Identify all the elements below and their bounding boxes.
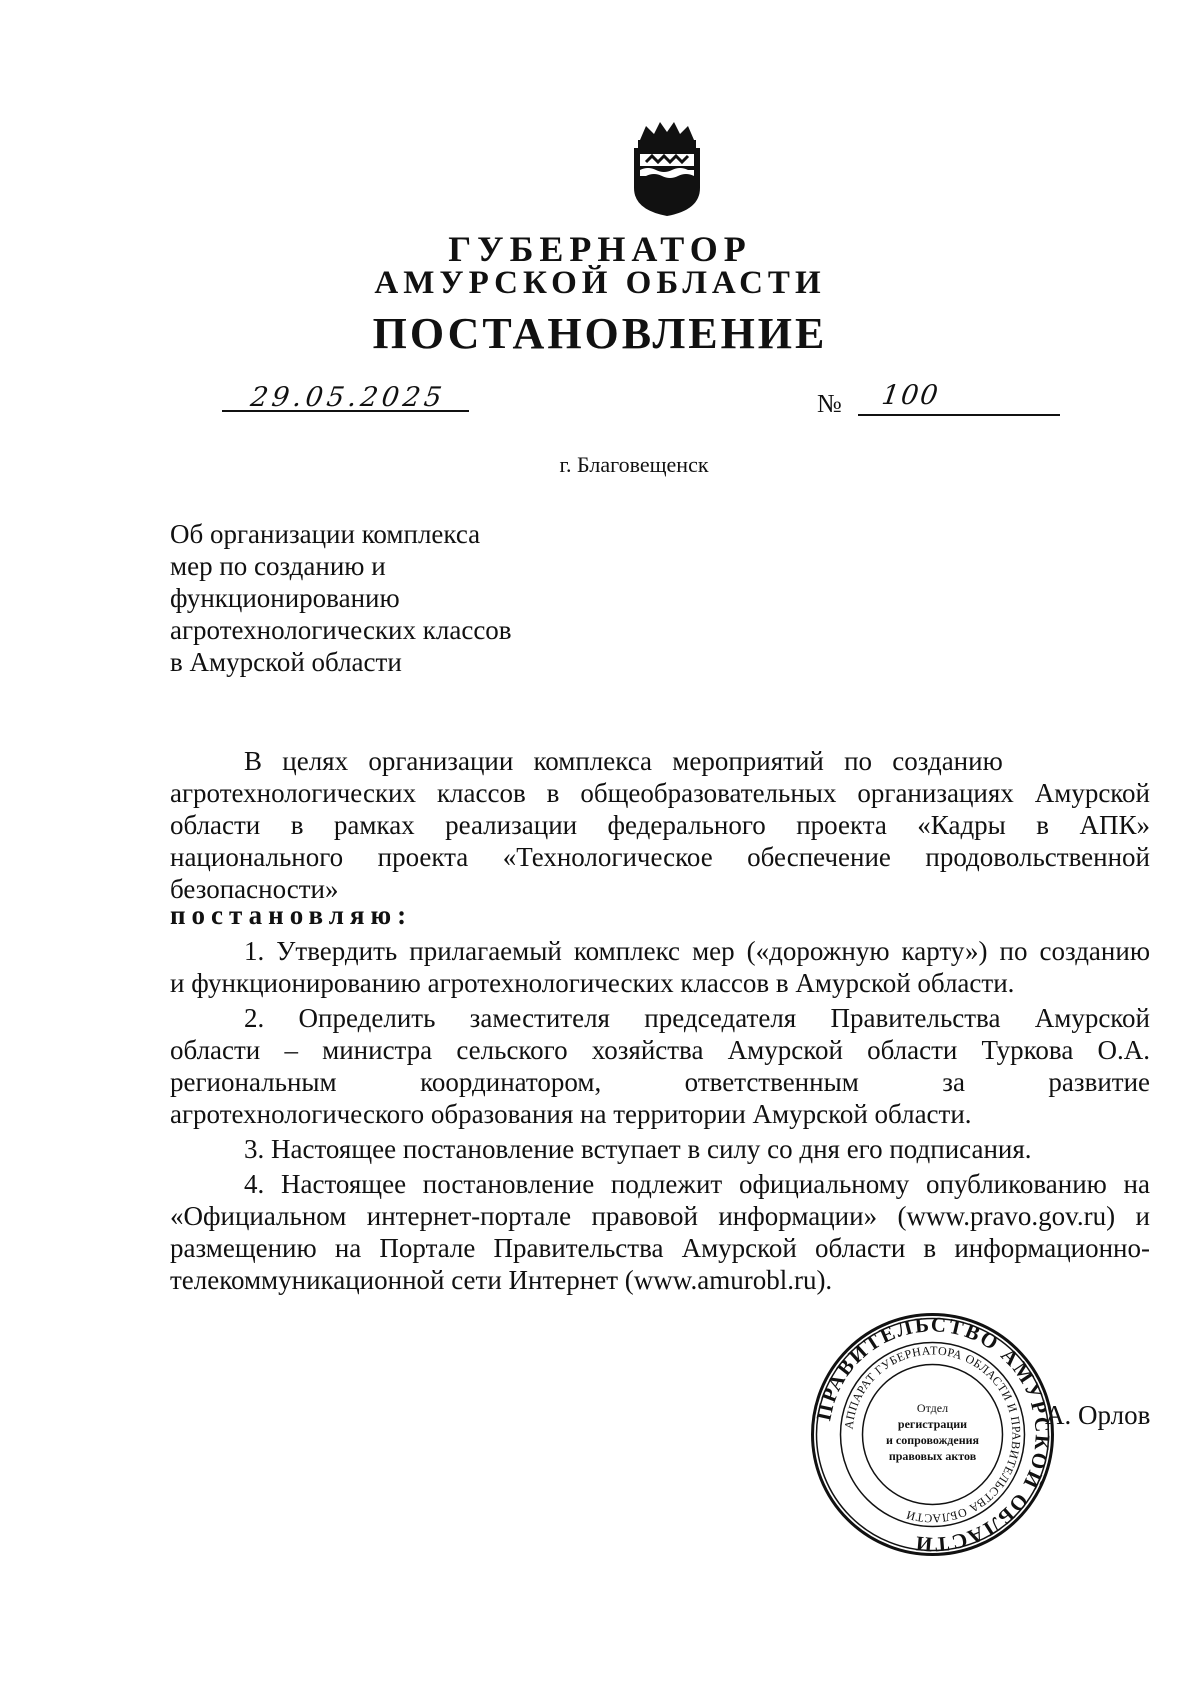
subject-line: Об организации комплекса xyxy=(170,519,481,549)
number-underline xyxy=(858,414,1060,416)
resolve-word: постановляю: xyxy=(170,900,413,930)
item-line: агротехнологического образования на территории Амурской области. xyxy=(170,1099,972,1129)
document-number: 100 xyxy=(879,380,942,411)
intro-line: безопасности» xyxy=(170,874,339,904)
intro-line: области в рамках реализации федерального проекта «Кадры в АПК» xyxy=(170,810,1150,840)
item-line: и функционированию агротехнологических классов в Амурской области. xyxy=(170,968,1015,998)
issuer-region: АМУРСКОЙ ОБЛАСТИ xyxy=(374,265,826,301)
official-stamp xyxy=(810,1312,1055,1557)
item-line: региональным координатором, ответственным за развитие xyxy=(170,1067,1150,1097)
subject-line: функционированию xyxy=(170,583,400,613)
item-line: 3. Настоящее постановление вступает в силу со дня его подписания. xyxy=(244,1134,1032,1164)
item-line: «Официальном интернет-портале правовой информации» (www.pravo.gov.ru) и xyxy=(170,1201,1150,1231)
item-line: размещению на Портале Правительства Амурской области в информационно- xyxy=(170,1233,1150,1263)
item-line: 4. Настоящее постановление подлежит официальному опубликованию на xyxy=(244,1169,1150,1199)
item-line: 2. Определить заместителя председателя Правительства Амурской xyxy=(244,1003,1150,1033)
date-underline xyxy=(222,410,469,412)
subject-line: в Амурской области xyxy=(170,647,402,677)
item-line: области – министра сельского хозяйства Амурской области Туркова О.А. xyxy=(170,1035,1150,1065)
number-label: № xyxy=(817,389,842,418)
document-date: 29.05.2025 xyxy=(248,382,448,413)
item-line: телекоммуникационной сети Интернет (www.amurobl.ru). xyxy=(170,1265,833,1295)
document-type: ПОСТАНОВЛЕНИЕ xyxy=(372,309,828,358)
item-line: 1. Утвердить прилагаемый комплекс мер («дорожную карту») по созданию xyxy=(244,936,1150,966)
stamp-center-line: и сопровождения xyxy=(885,1433,980,1447)
signature-name: А. Орлов xyxy=(1045,1400,1151,1430)
intro-line: национального проекта «Технологическое обеспечение продовольственной xyxy=(170,842,1150,872)
subject-line: агротехнологических классов xyxy=(170,615,512,645)
stamp-outer-text: ПРАВИТЕЛЬСТВО АМУРСКОЙ ОБЛАСТИ xyxy=(811,1312,1055,1557)
city: г. Благовещенск xyxy=(559,452,709,477)
coat-of-arms-emblem xyxy=(622,118,712,218)
stamp-center-line: Отдел xyxy=(916,1401,949,1415)
intro-line: агротехнологических классов в общеобразовательных организациях Амурской xyxy=(170,778,1150,808)
intro-line: В целях организации комплекса мероприятий по созданию xyxy=(244,746,1003,776)
issuer-title: ГУБЕРНАТОР xyxy=(448,229,752,269)
stamp-inner-text: АППАРАТ ГУБЕРНАТОРА ОБЛАСТИ И ПРАВИТЕЛЬСТВА ОБЛАСТИ xyxy=(841,1343,1024,1526)
stamp-center-line: правовых актов xyxy=(888,1449,977,1463)
subject-line: мер по созданию и xyxy=(170,551,386,581)
stamp-center-line: регистрации xyxy=(897,1417,968,1431)
